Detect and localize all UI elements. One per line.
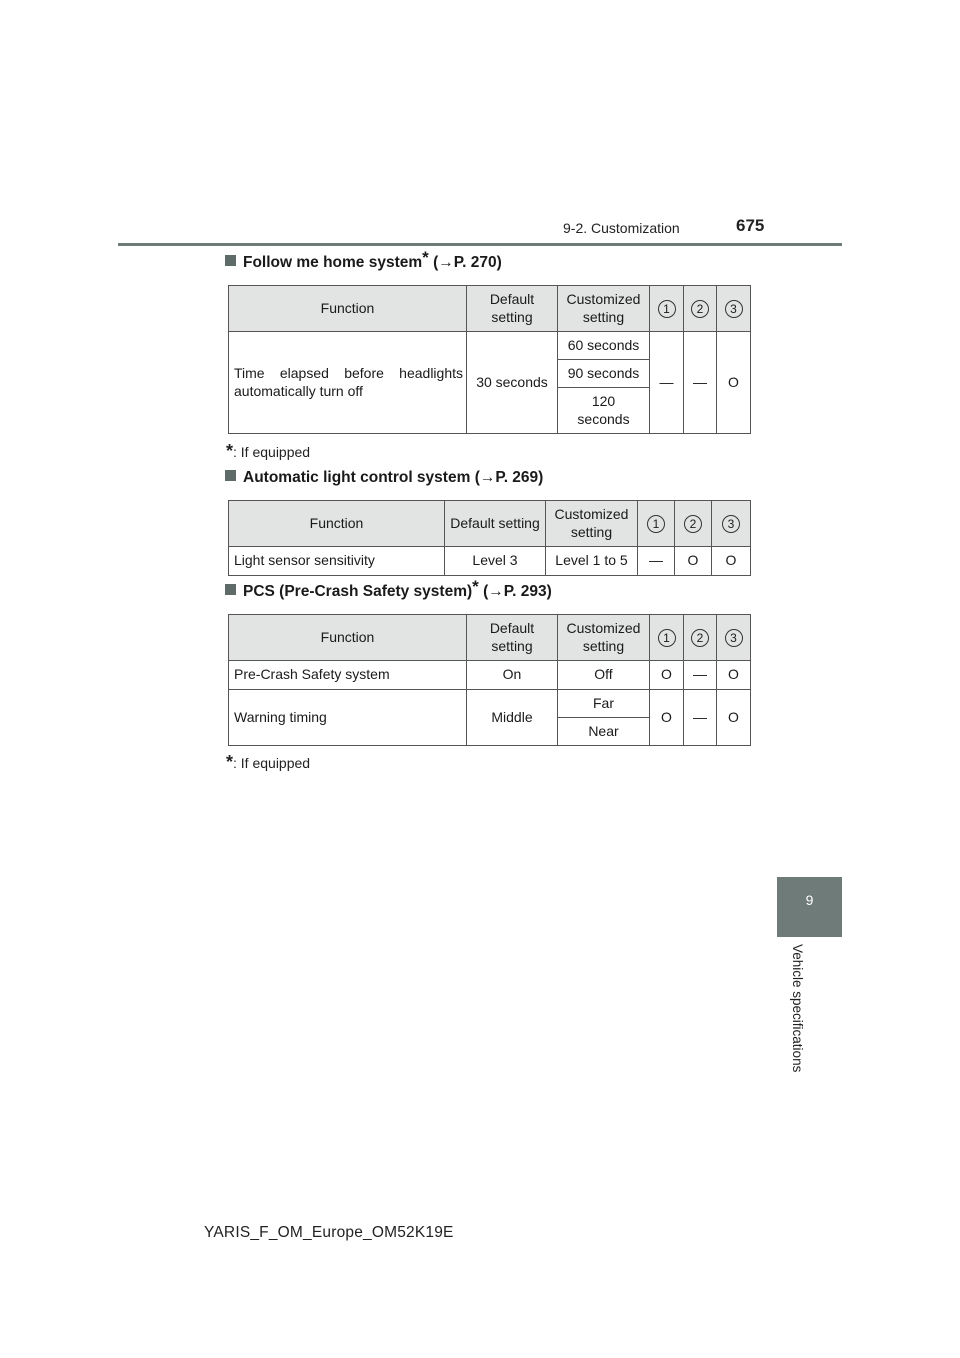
- pcs-table: [228, 614, 751, 746]
- footnote-star: *: [422, 247, 429, 267]
- square-bullet-icon: [225, 255, 236, 266]
- col-1: [650, 286, 684, 332]
- page-number: 675: [736, 216, 765, 235]
- cell-option: 90 seconds: [558, 360, 650, 388]
- col-default: Default setting: [467, 286, 558, 332]
- cell-c2: O: [675, 547, 712, 576]
- square-bullet-icon: [225, 470, 236, 481]
- circled-1-icon: 1: [658, 300, 676, 318]
- circled-1-icon: 1: [658, 629, 676, 647]
- col-2: [675, 501, 712, 547]
- cell-c3: O: [717, 332, 751, 434]
- heading-follow-me-home: Follow me home system* (→P. 270): [225, 254, 502, 272]
- footnote-star: *: [472, 576, 479, 596]
- heading-pcs: PCS (Pre-Crash Safety system)* (→P. 293): [225, 583, 552, 601]
- chapter-title: Vehicle specifications: [790, 944, 805, 1073]
- circled-1-icon: 1: [647, 515, 665, 533]
- cell-function: Time elapsed before headlights automatically turn off: [229, 332, 467, 434]
- cell-c2: —: [684, 690, 717, 746]
- col-3: [717, 286, 751, 332]
- col-3: [717, 615, 751, 661]
- cell-function: Pre-Crash Safety system: [229, 661, 467, 690]
- cell-function: Warning timing: [229, 690, 467, 746]
- col-default: Default setting: [445, 501, 546, 547]
- cell-c3: O: [712, 547, 751, 576]
- cell-c2: —: [684, 661, 717, 690]
- cell-c1: —: [650, 332, 684, 434]
- col-1: [650, 615, 684, 661]
- circled-3-icon: 3: [725, 629, 743, 647]
- cell-custom: Off: [558, 661, 650, 690]
- col-3: [712, 501, 751, 547]
- cell-option: 120 seconds: [558, 388, 650, 434]
- col-function: Function: [229, 286, 467, 332]
- cell-c1: O: [650, 690, 684, 746]
- chapter-number: 9: [805, 892, 814, 908]
- circled-2-icon: 2: [684, 515, 702, 533]
- square-bullet-icon: [225, 584, 236, 595]
- document-code: YARIS_F_OM_Europe_OM52K19E: [204, 1224, 454, 1241]
- cell-option: Near: [558, 718, 650, 746]
- page-reference: (→P. 293): [483, 583, 552, 600]
- cell-c2: —: [684, 332, 717, 434]
- col-customized: Customized setting: [558, 615, 650, 661]
- page-reference: (→P. 269): [474, 469, 544, 486]
- table-row: [229, 547, 751, 576]
- cell-c1: O: [650, 661, 684, 690]
- cell-c3: O: [717, 690, 751, 746]
- col-customized: Customized setting: [546, 501, 638, 547]
- cell-default: Middle: [467, 690, 558, 746]
- table-row: [229, 690, 751, 718]
- header-section-title: 9-2. Customization: [563, 220, 680, 236]
- cell-default: On: [467, 661, 558, 690]
- automatic-light-table: [228, 500, 751, 576]
- heading-automatic-light-control: Automatic light control system (→P. 269): [225, 469, 543, 487]
- cell-option: Far: [558, 690, 650, 718]
- col-1: [638, 501, 675, 547]
- footnote: *: If equipped: [226, 752, 311, 772]
- table-row: [229, 661, 751, 690]
- cell-c1: —: [638, 547, 675, 576]
- cell-default: Level 3: [445, 547, 546, 576]
- col-function: Function: [229, 501, 445, 547]
- follow-me-home-table: [228, 285, 751, 434]
- chapter-tab: [777, 877, 842, 937]
- col-function: Function: [229, 615, 467, 661]
- col-2: [684, 615, 717, 661]
- col-customized: Customized setting: [558, 286, 650, 332]
- page-reference: (→P. 270): [433, 254, 502, 271]
- circled-2-icon: 2: [691, 629, 709, 647]
- circled-3-icon: 3: [722, 515, 740, 533]
- circled-3-icon: 3: [725, 300, 743, 318]
- table-row: [229, 332, 751, 360]
- table-header-row: [229, 286, 751, 332]
- header-divider: [118, 243, 842, 246]
- cell-default: 30 seconds: [467, 332, 558, 434]
- cell-c3: O: [717, 661, 751, 690]
- table-header-row: [229, 615, 751, 661]
- circled-2-icon: 2: [691, 300, 709, 318]
- footnote: *: If equipped: [226, 441, 311, 461]
- cell-option: 60 seconds: [558, 332, 650, 360]
- cell-custom: Level 1 to 5: [546, 547, 638, 576]
- col-default: Default setting: [467, 615, 558, 661]
- col-2: [684, 286, 717, 332]
- table-header-row: [229, 501, 751, 547]
- cell-function: Light sensor sensitivity: [229, 547, 445, 576]
